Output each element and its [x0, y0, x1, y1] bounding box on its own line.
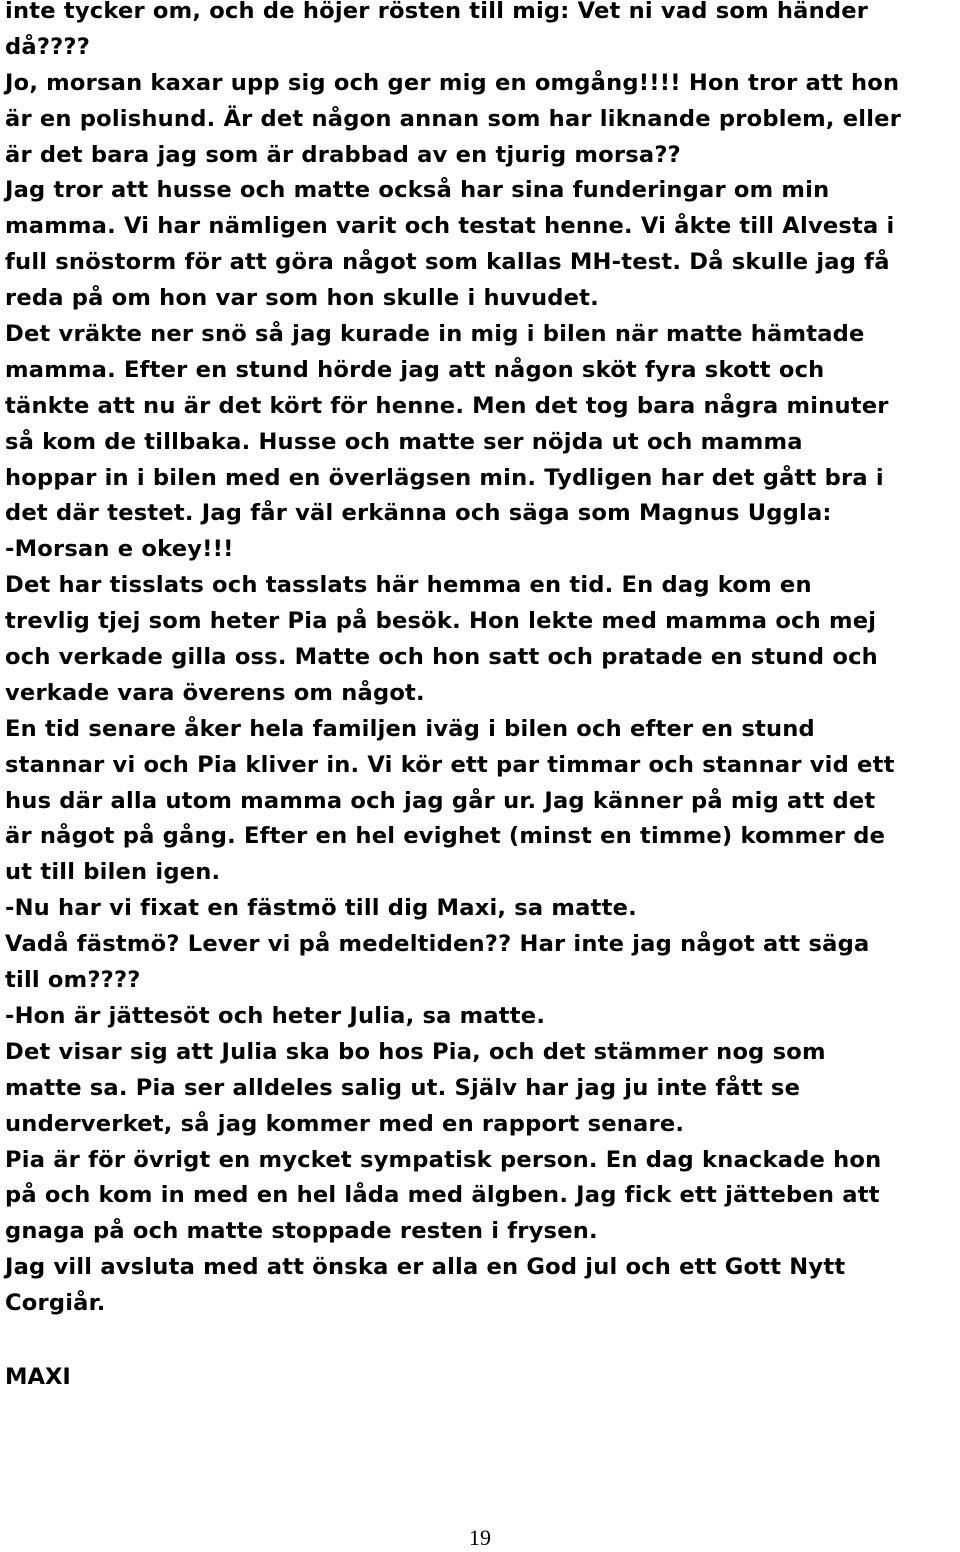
text-line: ut till bilen igen. — [5, 859, 221, 886]
text-line: stannar vi och Pia kliver in. Vi kör ett par timmar och stannar vid ett — [5, 751, 895, 778]
text-line: Det vräkte ner snö så jag kurade in mig i bilen när matte hämtade — [5, 321, 865, 348]
text-line: matte sa. Pia ser alldeles salig ut. Själv har jag ju inte fått se — [5, 1074, 801, 1101]
text-line: gnaga på och matte stoppade resten i frysen. — [5, 1218, 598, 1245]
text-line: reda på om hon var som hon skulle i huvudet. — [5, 285, 599, 312]
text-line: är det bara jag som är drabbad av en tjurig morsa?? — [5, 141, 681, 168]
text-line: är en polishund. Är det någon annan som har liknande problem, eller — [5, 105, 902, 132]
text-line: Vadå fästmö? Lever vi på medeltiden?? Har inte jag något att säga — [5, 931, 870, 958]
text-line: full snöstorm för att göra något som kallas MH-test. Då skulle jag få — [5, 249, 890, 276]
text-line: tänkte att nu är det kört för henne. Men det tog bara några minuter — [5, 392, 889, 419]
text-line: till om???? — [5, 967, 141, 994]
text-line: Det visar sig att Julia ska bo hos Pia, och det stämmer nog som — [5, 1038, 826, 1065]
signature: MAXI — [5, 1364, 71, 1390]
text-line: på och kom in med en hel låda med älgben. Jag fick ett jätteben att — [5, 1182, 880, 1209]
text-line: mamma. Efter en stund hörde jag att någon sköt fyra skott och — [5, 356, 825, 383]
text-line: är något på gång. Efter en hel evighet (minst en timme) kommer de — [5, 823, 886, 850]
text-line: då???? — [5, 33, 91, 60]
text-line: Det har tisslats och tasslats här hemma en tid. En dag kom en — [5, 572, 812, 599]
text-line: hus där alla utom mamma och jag går ur. Jag känner på mig att det — [5, 787, 876, 814]
text-line: inte tycker om, och de höjer rösten till mig: Vet ni vad som händer — [5, 0, 869, 24]
text-line: Jo, morsan kaxar upp sig och ger mig en omgång!!!! Hon tror att hon — [5, 69, 900, 96]
text-line: och verkade gilla oss. Matte och hon satt och pratade en stund och — [5, 644, 878, 671]
text-line: -Nu har vi fixat en fästmö till dig Maxi, sa matte. — [5, 895, 637, 922]
page-number: 19 — [469, 1525, 491, 1550]
text-line: En tid senare åker hela familjen iväg i bilen och efter en stund — [5, 715, 815, 742]
text-line: -Hon är jättesöt och heter Julia, sa matte. — [5, 1002, 546, 1029]
text-line: Jag vill avsluta med att önska er alla en God jul och ett Gott Nytt — [5, 1254, 846, 1281]
text-line: Jag tror att husse och matte också har sina funderingar om min — [5, 177, 830, 204]
text-line: mamma. Vi har nämligen varit och testat henne. Vi åkte till Alvesta i — [5, 213, 895, 240]
text-line: -Morsan e okey!!! — [5, 536, 234, 563]
text-line: så kom de tillbaka. Husse och matte ser nöjda ut och mamma — [5, 428, 803, 455]
text-line: underverket, så jag kommer med en rapport senare. — [5, 1110, 685, 1137]
text-line: Pia är för övrigt en mycket sympatisk person. En dag knackade hon — [5, 1146, 882, 1173]
text-line: det där testet. Jag får väl erkänna och säga som Magnus Uggla: — [5, 500, 832, 527]
text-line: Corgiår. — [5, 1290, 106, 1317]
body-text — [5, 0, 955, 1322]
text-line: trevlig tjej som heter Pia på besök. Hon lekte med mamma och mej — [5, 608, 877, 635]
text-line: verkade vara överens om något. — [5, 679, 425, 706]
text-line: hoppar in i bilen med en överlägsen min. Tydligen har det gått bra i — [5, 464, 884, 491]
